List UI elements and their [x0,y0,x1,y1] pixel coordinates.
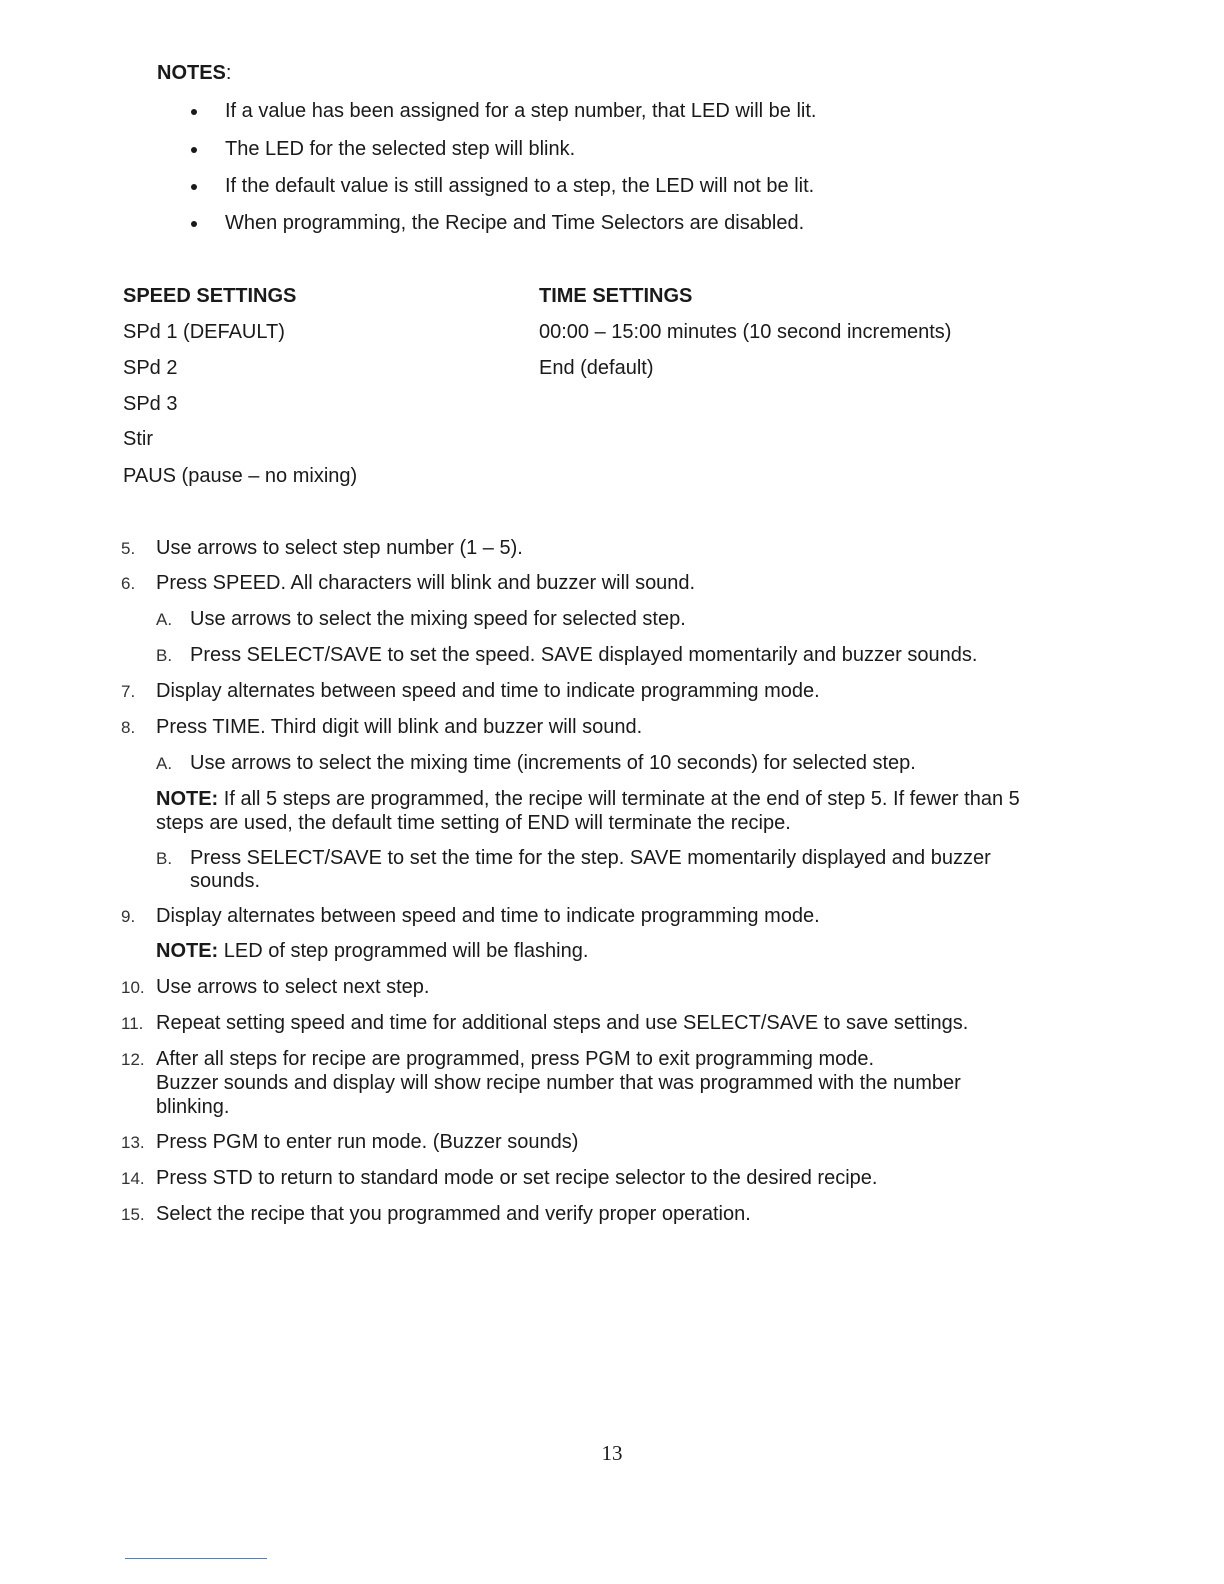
note-label: NOTE: [156,788,219,810]
bullet-icon [191,147,197,153]
step-text: Press TIME. Third digit will blink and buzzer will sound. [156,716,643,738]
step-number: 6. [121,574,136,593]
list-item: The LED for the selected step will blink. [225,138,576,160]
substep-text-line2: sounds. [190,870,261,892]
step-text: Press STD to return to standard mode or set recipe selector to the desired recipe. [156,1167,878,1189]
step-text: Display alternates between speed and time to indicate programming mode. [156,680,820,702]
step-number: 13. [121,1133,145,1152]
step-number: 11. [121,1014,144,1033]
step-text-line3: blinking. [156,1096,230,1118]
step-number: 7. [121,682,136,701]
note-step-8-line2: steps are used, the default time setting of END will terminate the recipe. [156,812,791,834]
step-text: Press PGM to enter run mode. (Buzzer sounds) [156,1131,579,1153]
note-step-8: NOTE: If all 5 steps are programmed, the recipe will terminate at the end of step 5. If fewer than 5 [156,788,1020,810]
substep-text: Press SELECT/SAVE to set the speed. SAVE displayed momentarily and buzzer sounds. [190,644,978,666]
time-settings-heading: TIME SETTINGS [539,285,693,307]
notes-heading: NOTES: [157,62,232,84]
list-item: If the default value is still assigned to a step, the LED will not be lit. [225,175,815,197]
note-label: NOTE: [156,940,219,962]
step-text: Display alternates between speed and time to indicate programming mode. [156,905,820,927]
substep-letter: A. [156,610,173,629]
list-item: 00:00 – 15:00 minutes (10 second increments) [539,321,952,343]
list-item: When programming, the Recipe and Time Selectors are disabled. [225,212,805,234]
step-text: Select the recipe that you programmed and verify proper operation. [156,1203,751,1225]
step-text: Press SPEED. All characters will blink and buzzer will sound. [156,572,696,594]
substep-letter: A. [156,754,173,773]
speed-settings-heading: SPEED SETTINGS [123,285,297,307]
page-number: 13 [601,1441,623,1465]
step-number: 8. [121,718,136,737]
step-text: Use arrows to select next step. [156,976,430,998]
step-number: 15. [121,1205,145,1224]
step-number: 5. [121,539,136,558]
list-item: PAUS (pause – no mixing) [123,465,358,487]
step-text: Repeat setting speed and time for additional steps and use SELECT/SAVE to save settings. [156,1012,969,1034]
step-text-line2: Buzzer sounds and display will show recipe number that was programmed with the number [156,1072,961,1094]
list-item: End (default) [539,357,654,379]
step-number: 12. [121,1050,145,1069]
bullet-icon [191,109,197,115]
step-number: 9. [121,907,136,926]
footer-divider [125,1558,267,1559]
list-item: Stir [123,428,153,450]
bullet-icon [191,184,197,190]
list-item: SPd 3 [123,393,178,415]
substep-letter: B. [156,849,173,868]
substep-text: Use arrows to select the mixing speed for selected step. [190,608,686,630]
list-item: SPd 1 (DEFAULT) [123,321,285,343]
substep-text: Use arrows to select the mixing time (increments of 10 seconds) for selected step. [190,752,916,774]
substep-text: Press SELECT/SAVE to set the time for the step. SAVE momentarily displayed and buzzer [190,847,991,869]
step-number: 10. [121,978,145,997]
list-item: SPd 2 [123,357,178,379]
substep-letter: B. [156,646,173,665]
step-number: 14. [121,1169,145,1188]
step-text: After all steps for recipe are programmed, press PGM to exit programming mode. [156,1048,875,1070]
note-step-9: NOTE: LED of step programmed will be flashing. [156,940,589,962]
list-item: If a value has been assigned for a step number, that LED will be lit. [225,100,817,122]
step-text: Use arrows to select step number (1 – 5). [156,537,523,559]
bullet-icon [191,221,197,227]
